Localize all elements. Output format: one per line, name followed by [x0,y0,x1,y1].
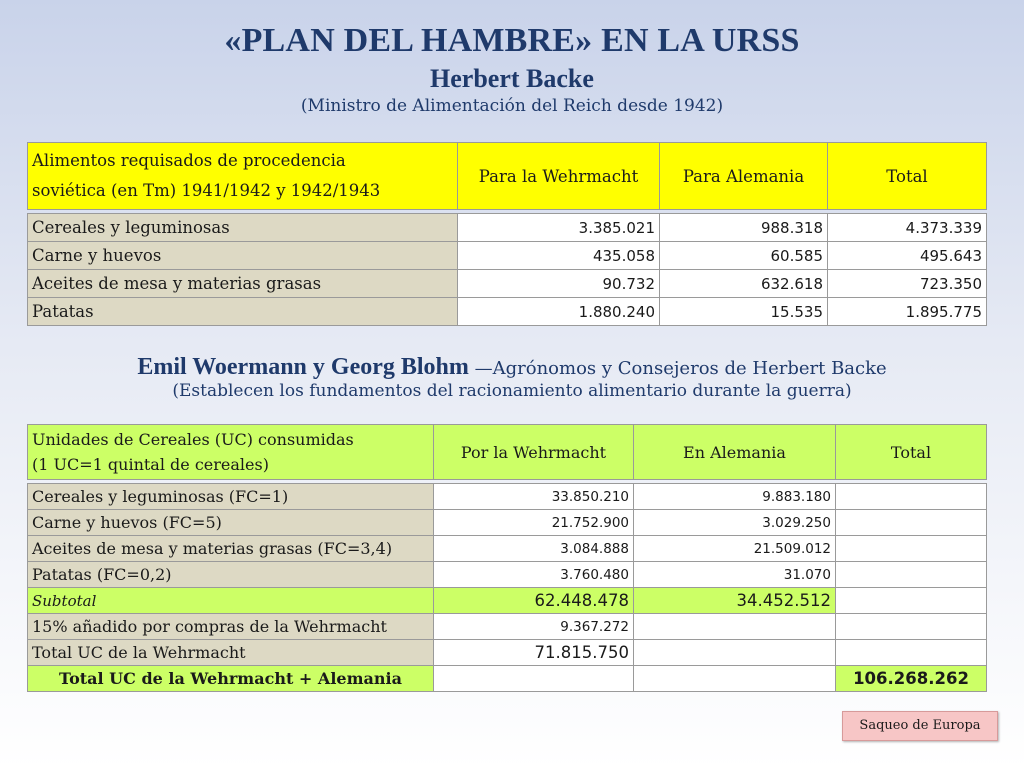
table-row [28,298,987,326]
page-title: «PLAN DEL HAMBRE» EN LA URSS [224,22,800,59]
header-label-line1: Alimentos requisados de procedencia [32,151,346,170]
table-header-row [28,425,987,480]
cell-value: 21.509.012 [634,536,836,562]
table-row [28,562,987,588]
column-header-wehrmacht: Por la Wehrmacht [434,425,634,480]
table-header-label [28,143,458,210]
row-label: Carne y huevos [28,242,458,270]
cell-value: 33.850.210 [434,484,634,510]
cell-value: 1.880.240 [458,298,660,326]
column-header-alemania: En Alemania [634,425,836,480]
grand-total-empty-1 [434,666,634,692]
row-label: Patatas (FC=0,2) [28,562,434,588]
table-row [28,214,987,242]
section-note: (Establecen los fundamentos del racionamiento alimentario durante la guerra) [172,381,852,401]
added-row [28,614,987,640]
section-title [0,352,1024,381]
page-subtitle: Herbert Backe [430,64,594,93]
added-wehrmacht: 9.367.272 [434,614,634,640]
cell-value: 988.318 [660,214,828,242]
total-wehrmacht-label: Total UC de la Wehrmacht [28,640,434,666]
cell-value: 723.350 [828,270,987,298]
cell-value: 1.895.775 [828,298,987,326]
grand-total-empty-2 [634,666,836,692]
cell-value: 15.535 [660,298,828,326]
total-wehrmacht-total [836,640,987,666]
section-title-names: Emil Woermann y Georg Blohm [137,354,469,380]
added-alemania [634,614,836,640]
page-note: (Ministro de Alimentación del Reich desde 1942) [300,96,724,116]
cereal-units-table [27,424,987,692]
column-header-total: Total [836,425,987,480]
header-label-line2: (1 UC=1 quintal de cereales) [32,455,269,474]
subtotal-alemania: 34.452.512 [634,588,836,614]
row-label: Carne y huevos (FC=5) [28,510,434,536]
cell-value [836,562,987,588]
row-label: Cereales y leguminosas (FC=1) [28,484,434,510]
grand-total-label: Total UC de la Wehrmacht + Alemania [28,666,434,692]
cell-value: 495.643 [828,242,987,270]
column-header-alemania: Para Alemania [660,143,828,210]
table-row [28,536,987,562]
cell-value [836,484,987,510]
subtotal-total [836,588,987,614]
subtotal-label: Subtotal [28,588,434,614]
header-label-line1: Unidades de Cereales (UC) consumidas [32,430,354,449]
total-wehrmacht-row [28,640,987,666]
table-row [28,510,987,536]
cell-value [836,510,987,536]
cell-value: 90.732 [458,270,660,298]
cell-value: 3.760.480 [434,562,634,588]
row-label: Patatas [28,298,458,326]
added-label: 15% añadido por compras de la Wehrmacht [28,614,434,640]
row-label: Aceites de mesa y materias grasas [28,270,458,298]
cell-value: 3.385.021 [458,214,660,242]
grand-total-row [28,666,987,692]
table-row [28,242,987,270]
row-label: Aceites de mesa y materias grasas (FC=3,4) [28,536,434,562]
cell-value: 632.618 [660,270,828,298]
column-header-wehrmacht: Para la Wehrmacht [458,143,660,210]
subtotal-row [28,588,987,614]
cell-value: 435.058 [458,242,660,270]
table-header-row [28,143,987,210]
grand-total-value: 106.268.262 [836,666,987,692]
cell-value: 9.883.180 [634,484,836,510]
requisition-table [27,142,987,326]
total-wehrmacht-alemania [634,640,836,666]
row-label: Cereales y leguminosas [28,214,458,242]
saqueo-de-europa-button[interactable]: Saqueo de Europa [842,711,998,741]
cell-value: 3.029.250 [634,510,836,536]
cell-value [836,536,987,562]
column-header-total: Total [828,143,987,210]
cell-value: 21.752.900 [434,510,634,536]
header-label-line2: soviética (en Tm) 1941/1942 y 1942/1943 [32,181,381,200]
cell-value: 3.084.888 [434,536,634,562]
subtotal-wehrmacht: 62.448.478 [434,588,634,614]
cell-value: 4.373.339 [828,214,987,242]
section-title-role: —Agrónomos y Consejeros de Herbert Backe [468,358,887,379]
added-total [836,614,987,640]
total-wehrmacht-value: 71.815.750 [434,640,634,666]
table-row [28,270,987,298]
cell-value: 60.585 [660,242,828,270]
table-header-label [28,425,434,480]
table-row [28,484,987,510]
cell-value: 31.070 [634,562,836,588]
